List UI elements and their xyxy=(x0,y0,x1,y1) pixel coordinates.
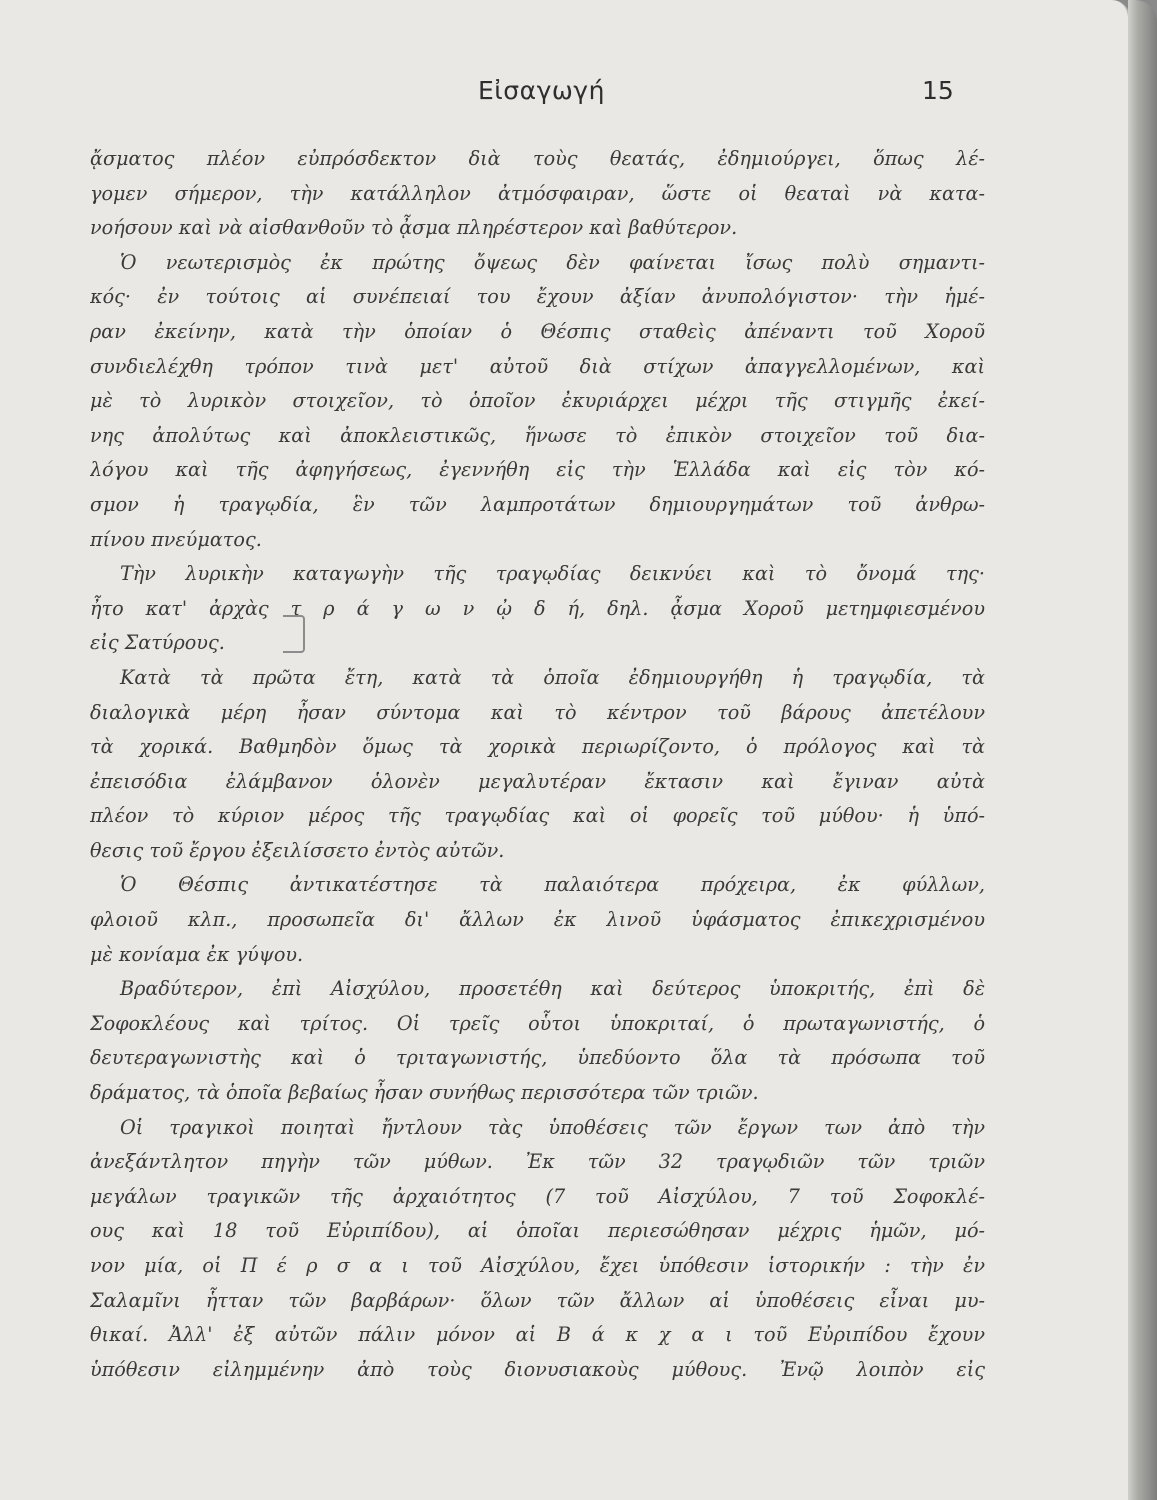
text-line: πλέον τὸ κύριον μέρος τῆς τραγῳδίας καὶ οἱ φορεῖς τοῦ μύθου· ἡ ὑπό- xyxy=(90,804,985,828)
pencil-bracket-mark xyxy=(283,615,305,653)
text-line: ὑπόθεσιν εἰλημμένην ἀπὸ τοὺς διονυσιακοὺς μύθους. Ἐνῷ λοιπὸν εἰς xyxy=(90,1357,985,1381)
text-line: Ὁ νεωτερισμὸς ἐκ πρώτης ὄψεως δὲν φαίνεται ἴσως πολὺ σημαντι- xyxy=(120,250,985,274)
body-text xyxy=(90,142,985,1387)
text-line: Τὴν λυρικὴν καταγωγὴν τῆς τραγῳδίας δεικνύει καὶ τὸ ὄνομά της· xyxy=(120,562,985,586)
text-line: συνδιελέχθη τρόπον τινὰ μετ' αὐτοῦ διὰ στίχων ἀπαγγελλομένων, καὶ xyxy=(90,354,985,378)
text-line: θικαί. Ἀλλ' ἐξ αὐτῶν πάλιν μόνον αἱ Β ά κ χ α ι τοῦ Εὐριπίδου ἔχουν xyxy=(90,1323,985,1347)
text-line: Κατὰ τὰ πρῶτα ἔτη, κατὰ τὰ ὁποῖα ἐδημιουργήθη ἡ τραγῳδία, τὰ xyxy=(120,665,985,689)
text-line: ᾄσματος πλέον εὐπρόσδεκτον διὰ τοὺς θεατάς, ἐδημιούργει, ὅπως λέ- xyxy=(90,147,985,170)
text-line: νον μία, οἱ Π έ ρ σ α ι τοῦ Αἰσχύλου, ἔχει ὑπόθεσιν ἱστορικήν : τὴν ἐν xyxy=(90,1254,985,1277)
text-line: Ὁ Θέσπις ἀντικατέστησε τὰ παλαιότερα πρόχειρα, ἐκ φύλλων, xyxy=(120,873,985,897)
text-line: ραν ἐκείνην, κατὰ τὴν ὁποίαν ὁ Θέσπις σταθεὶς ἀπέναντι τοῦ Χοροῦ xyxy=(90,319,985,343)
text-line: ἦτο κατ' ἀρχὰς τ ρ ά γ ω ν ᾠ δ ή, δηλ. ᾆσμα Χοροῦ μετημφιεσμένου xyxy=(90,596,985,620)
page-edge-shadow xyxy=(1128,0,1157,1500)
text-line: Σαλαμῖνι ἧτταν τῶν βαρβάρων· ὅλων τῶν ἄλλων αἱ ὑποθέσεις εἶναι μυ- xyxy=(90,1288,985,1312)
text-line: δράματος, τὰ ὁποῖα βεβαίως ἦσαν συνήθως περισσότερα τῶν τριῶν. xyxy=(90,1081,759,1105)
text-line: φλοιοῦ κλπ., προσωπεῖα δι' ἄλλων ἐκ λινοῦ ὑφάσματος ἐπικεχρισμένου xyxy=(90,908,985,932)
text-line: ἀνεξάντλητον πηγὴν τῶν μύθων. Ἐκ τῶν 32 τραγῳδιῶν τῶν τριῶν xyxy=(90,1150,985,1174)
text-line: Σοφοκλέους καὶ τρίτος. Οἱ τρεῖς οὗτοι ὑποκριταί, ὁ πρωταγωνιστής, ὁ xyxy=(90,1011,985,1035)
text-line: ους καὶ 18 τοῦ Εὐριπίδου), αἱ ὁποῖαι περιεσώθησαν μέχρις ἡμῶν, μό- xyxy=(90,1219,985,1243)
text-line: πίνου πνεύματος. xyxy=(90,527,262,551)
text-line: μὲ κονίαμα ἐκ γύψου. xyxy=(90,942,304,966)
text-line: λόγου καὶ τῆς ἀφηγήσεως, ἐγεννήθη εἰς τὴν Ἑλλάδα καὶ εἰς τὸν κό- xyxy=(90,458,985,482)
text-line: νοήσουν καὶ νὰ αἰσθανθοῦν τὸ ᾆσμα πληρέστερον καὶ βαθύτερον. xyxy=(90,216,738,240)
text-line: διαλογικὰ μέρη ἦσαν σύντομα καὶ τὸ κέντρον τοῦ βάρους ἀπετέλουν xyxy=(90,700,985,724)
page-number: 15 xyxy=(922,76,954,105)
text-line: Βραδύτερον, ἐπὶ Αἰσχύλου, προσετέθη καὶ δεύτερος ὑποκριτής, ἐπὶ δὲ xyxy=(120,977,985,1001)
text-line: Οἱ τραγικοὶ ποιηταὶ ἤντλουν τὰς ὑποθέσεις τῶν ἔργων των ἀπὸ τὴν xyxy=(120,1115,985,1139)
running-title: Εἰσαγωγή xyxy=(478,76,605,105)
text-line: μὲ τὸ λυρικὸν στοιχεῖον, τὸ ὁποῖον ἐκυριάρχει μέχρι τῆς στιγμῆς ἐκεί- xyxy=(90,389,985,413)
text-line: σμον ἡ τραγῳδία, ἓν τῶν λαμπροτάτων δημιουργημάτων τοῦ ἀνθρω- xyxy=(90,492,985,516)
page-header xyxy=(0,76,1128,116)
text-line: εἰς Σατύρους. xyxy=(90,631,225,655)
text-line: δευτεραγωνιστὴς καὶ ὁ τριταγωνιστής, ὑπεδύοντο ὅλα τὰ πρόσωπα τοῦ xyxy=(90,1046,985,1070)
text-line: τὰ χορικά. Βαθμηδὸν ὅμως τὰ χορικὰ περιωρίζοντο, ὁ πρόλογος καὶ τὰ xyxy=(90,735,985,759)
text-line: ἐπεισόδια ἐλάμβανον ὁλονὲν μεγαλυτέραν ἔκτασιν καὶ ἔγιναν αὐτὰ xyxy=(90,769,985,793)
text-line: γομεν σήμερον, τὴν κατάλληλον ἀτμόσφαιραν, ὥστε οἱ θεαταὶ νὰ κατα- xyxy=(90,181,985,205)
text-line: μεγάλων τραγικῶν τῆς ἀρχαιότητος (7 τοῦ Αἰσχύλου, 7 τοῦ Σοφοκλέ- xyxy=(90,1184,985,1208)
text-line: κός· ἐν τούτοις αἱ συνέπειαί του ἔχουν ἀξίαν ἀνυπολόγιστον· τὴν ἡμέ- xyxy=(90,285,985,309)
text-line: θεσις τοῦ ἔργου ἐξειλίσσετο ἐντὸς αὐτῶν. xyxy=(90,838,505,862)
text-line: νης ἀπολύτως καὶ ἀποκλειστικῶς, ἥνωσε τὸ ἐπικὸν στοιχεῖον τοῦ δια- xyxy=(90,423,985,447)
